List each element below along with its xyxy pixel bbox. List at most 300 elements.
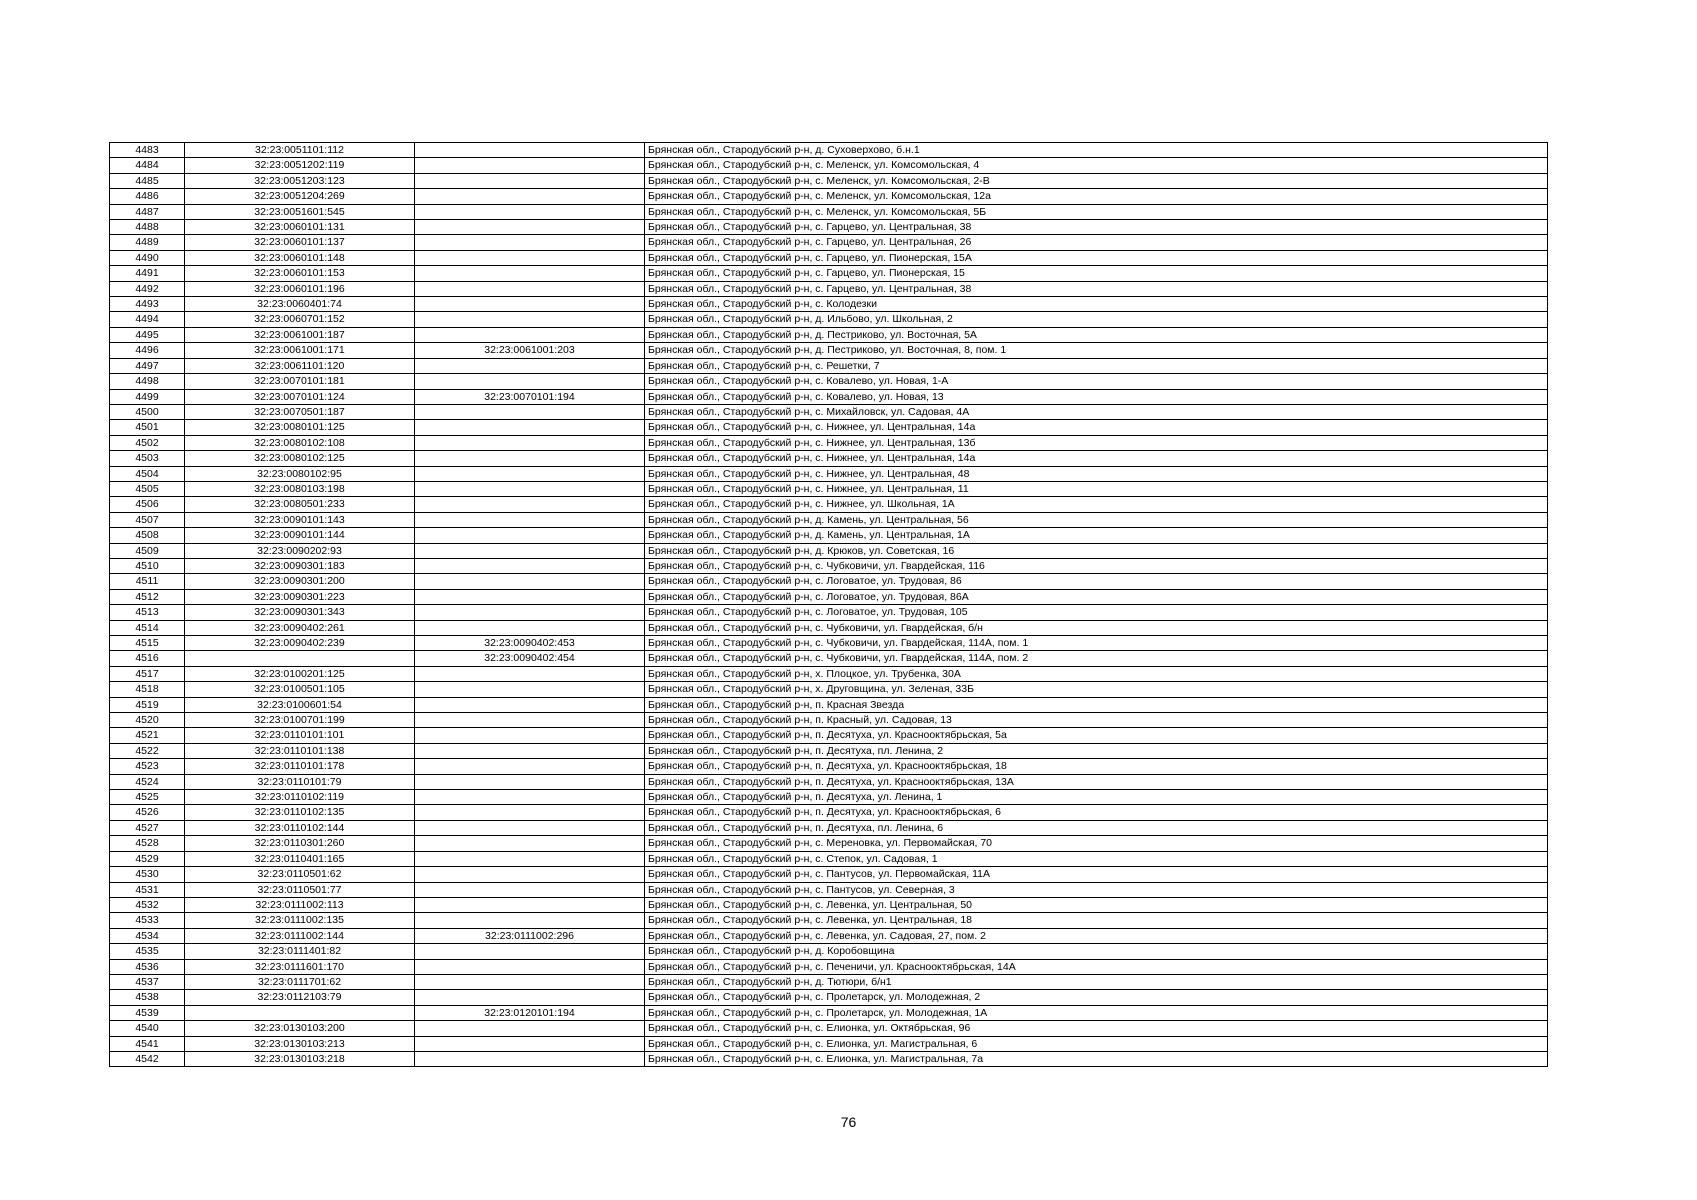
table-row (110, 235, 1548, 250)
related-cadastral-number-cell: 32:23:0111002:296 (415, 928, 645, 943)
cadastral-number-cell: 32:23:0130103:200 (185, 1021, 415, 1036)
row-number-cell: 4520 (110, 713, 185, 728)
address-cell: Брянская обл., Стародубский р-н, с. Чубковичи, ул. Гвардейская, б/н (645, 620, 1548, 635)
table-row (110, 528, 1548, 543)
cadastral-number-cell: 32:23:0051203:123 (185, 173, 415, 188)
related-cadastral-number-cell (415, 143, 645, 158)
related-cadastral-number-cell (415, 959, 645, 974)
cadastral-number-cell: 32:23:0100201:125 (185, 666, 415, 681)
address-cell: Брянская обл., Стародубский р-н, п. Десятуха, ул. Краснооктябрьская, 5а (645, 728, 1548, 743)
related-cadastral-number-cell (415, 589, 645, 604)
related-cadastral-number-cell (415, 836, 645, 851)
table-row (110, 990, 1548, 1005)
row-number-cell: 4528 (110, 836, 185, 851)
row-number-cell: 4500 (110, 404, 185, 419)
row-number-cell: 4542 (110, 1051, 185, 1066)
address-cell: Брянская обл., Стародубский р-н, с. Логоватое, ул. Трудовая, 105 (645, 605, 1548, 620)
related-cadastral-number-cell (415, 528, 645, 543)
address-cell: Брянская обл., Стародубский р-н, с. Левенка, ул. Центральная, 18 (645, 913, 1548, 928)
row-number-cell: 4523 (110, 759, 185, 774)
cadastral-number-cell: 32:23:0110102:135 (185, 805, 415, 820)
address-cell: Брянская обл., Стародубский р-н, д. Ильбово, ул. Школьная, 2 (645, 312, 1548, 327)
table-row (110, 1021, 1548, 1036)
related-cadastral-number-cell (415, 974, 645, 989)
cadastral-number-cell: 32:23:0090202:93 (185, 543, 415, 558)
table-row (110, 1036, 1548, 1051)
address-cell: Брянская обл., Стародубский р-н, с. Колодезки (645, 297, 1548, 312)
table-row (110, 867, 1548, 882)
table-row (110, 743, 1548, 758)
cadastral-number-cell: 32:23:0060701:152 (185, 312, 415, 327)
table-row (110, 836, 1548, 851)
related-cadastral-number-cell (415, 743, 645, 758)
table-row (110, 682, 1548, 697)
address-cell: Брянская обл., Стародубский р-н, с. Степок, ул. Садовая, 1 (645, 851, 1548, 866)
table-row (110, 466, 1548, 481)
row-number-cell: 4507 (110, 512, 185, 527)
table-row (110, 882, 1548, 897)
table-row (110, 728, 1548, 743)
address-cell: Брянская обл., Стародубский р-н, с. Пролетарск, ул. Молодежная, 1А (645, 1005, 1548, 1020)
table-row (110, 574, 1548, 589)
table-row (110, 543, 1548, 558)
row-number-cell: 4506 (110, 497, 185, 512)
related-cadastral-number-cell (415, 728, 645, 743)
related-cadastral-number-cell (415, 913, 645, 928)
address-cell: Брянская обл., Стародубский р-н, с. Гарцево, ул. Центральная, 38 (645, 220, 1548, 235)
cadastral-number-cell: 32:23:0060101:131 (185, 220, 415, 235)
cadastral-number-cell: 32:23:0090402:261 (185, 620, 415, 635)
cadastral-number-cell: 32:23:0090301:343 (185, 605, 415, 620)
cadastral-number-cell: 32:23:0080101:125 (185, 420, 415, 435)
address-cell: Брянская обл., Стародубский р-н, п. Десятуха, ул. Краснооктябрьская, 6 (645, 805, 1548, 820)
table-row (110, 451, 1548, 466)
table-row (110, 697, 1548, 712)
cadastral-number-cell: 32:23:0080103:198 (185, 481, 415, 496)
row-number-cell: 4533 (110, 913, 185, 928)
address-cell: Брянская обл., Стародубский р-н, п. Десятуха, пл. Ленина, 2 (645, 743, 1548, 758)
related-cadastral-number-cell: 32:23:0090402:454 (415, 651, 645, 666)
address-cell: Брянская обл., Стародубский р-н, с. Пантусов, ул. Первомайская, 11А (645, 867, 1548, 882)
cadastral-number-cell: 32:23:0111002:144 (185, 928, 415, 943)
related-cadastral-number-cell (415, 358, 645, 373)
related-cadastral-number-cell (415, 266, 645, 281)
table-row (110, 389, 1548, 404)
address-cell: Брянская обл., Стародубский р-н, с. Меленск, ул. Комсомольская, 12а (645, 189, 1548, 204)
related-cadastral-number-cell (415, 173, 645, 188)
address-cell: Брянская обл., Стародубский р-н, с. Мереновка, ул. Первомайская, 70 (645, 836, 1548, 851)
row-number-cell: 4499 (110, 389, 185, 404)
table-row (110, 774, 1548, 789)
cadastral-number-cell: 32:23:0060101:153 (185, 266, 415, 281)
row-number-cell: 4529 (110, 851, 185, 866)
related-cadastral-number-cell (415, 512, 645, 527)
row-number-cell: 4508 (110, 528, 185, 543)
row-number-cell: 4509 (110, 543, 185, 558)
address-cell: Брянская обл., Стародубский р-н, д. Камень, ул. Центральная, 56 (645, 512, 1548, 527)
related-cadastral-number-cell (415, 435, 645, 450)
related-cadastral-number-cell (415, 420, 645, 435)
table-row (110, 713, 1548, 728)
address-cell: Брянская обл., Стародубский р-н, с. Елионка, ул. Магистральная, 7а (645, 1051, 1548, 1066)
cadastral-number-cell: 32:23:0110101:138 (185, 743, 415, 758)
table-row (110, 1051, 1548, 1066)
cadastral-number-cell: 32:23:0061101:120 (185, 358, 415, 373)
table-row (110, 558, 1548, 573)
address-cell: Брянская обл., Стародубский р-н, с. Нижнее, ул. Центральная, 14а (645, 451, 1548, 466)
table-row (110, 420, 1548, 435)
row-number-cell: 4517 (110, 666, 185, 681)
cadastral-number-cell: 32:23:0111002:113 (185, 897, 415, 912)
row-number-cell: 4514 (110, 620, 185, 635)
table-row (110, 250, 1548, 265)
table-row (110, 220, 1548, 235)
page-number: 76 (840, 1114, 857, 1130)
address-cell: Брянская обл., Стародубский р-н, п. Десятуха, ул. Краснооктябрьская, 18 (645, 759, 1548, 774)
row-number-cell: 4490 (110, 250, 185, 265)
row-number-cell: 4530 (110, 867, 185, 882)
row-number-cell: 4505 (110, 481, 185, 496)
address-cell: Брянская обл., Стародубский р-н, с. Левенка, ул. Центральная, 50 (645, 897, 1548, 912)
cadastral-number-cell: 32:23:0110102:119 (185, 790, 415, 805)
related-cadastral-number-cell (415, 250, 645, 265)
table-row (110, 512, 1548, 527)
address-cell: Брянская обл., Стародубский р-н, с. Гарцево, ул. Центральная, 26 (645, 235, 1548, 250)
related-cadastral-number-cell (415, 481, 645, 496)
related-cadastral-number-cell (415, 605, 645, 620)
related-cadastral-number-cell (415, 851, 645, 866)
address-cell: Брянская обл., Стародубский р-н, с. Елионка, ул. Октябрьская, 96 (645, 1021, 1548, 1036)
table-row (110, 143, 1548, 158)
related-cadastral-number-cell (415, 882, 645, 897)
address-cell: Брянская обл., Стародубский р-н, с. Михайловск, ул. Садовая, 4А (645, 404, 1548, 419)
row-number-cell: 4501 (110, 420, 185, 435)
cadastral-number-cell: 32:23:0112103:79 (185, 990, 415, 1005)
related-cadastral-number-cell: 32:23:0070101:194 (415, 389, 645, 404)
related-cadastral-number-cell (415, 867, 645, 882)
row-number-cell: 4484 (110, 158, 185, 173)
cadastral-number-cell: 32:23:0080102:108 (185, 435, 415, 450)
row-number-cell: 4498 (110, 374, 185, 389)
row-number-cell: 4532 (110, 897, 185, 912)
cadastral-number-cell: 32:23:0111401:82 (185, 944, 415, 959)
address-cell: Брянская обл., Стародубский р-н, с. Меленск, ул. Комсомольская, 5Б (645, 204, 1548, 219)
table-row (110, 666, 1548, 681)
related-cadastral-number-cell (415, 220, 645, 235)
row-number-cell: 4539 (110, 1005, 185, 1020)
cadastral-number-cell: 32:23:0110101:178 (185, 759, 415, 774)
related-cadastral-number-cell (415, 682, 645, 697)
address-cell: Брянская обл., Стародубский р-н, с. Нижнее, ул. Центральная, 48 (645, 466, 1548, 481)
table-row (110, 651, 1548, 666)
related-cadastral-number-cell (415, 713, 645, 728)
cadastral-number-cell: 32:23:0111701:62 (185, 974, 415, 989)
table-row (110, 620, 1548, 635)
table-row (110, 790, 1548, 805)
row-number-cell: 4494 (110, 312, 185, 327)
table-row (110, 805, 1548, 820)
row-number-cell: 4493 (110, 297, 185, 312)
row-number-cell: 4519 (110, 697, 185, 712)
row-number-cell: 4510 (110, 558, 185, 573)
related-cadastral-number-cell (415, 944, 645, 959)
cadastral-number-cell: 32:23:0060101:148 (185, 250, 415, 265)
address-cell: Брянская обл., Стародубский р-н, с. Чубковичи, ул. Гвардейская, 114А, пом. 1 (645, 636, 1548, 651)
cadastral-number-cell: 32:23:0090301:223 (185, 589, 415, 604)
address-cell: Брянская обл., Стародубский р-н, с. Решетки, 7 (645, 358, 1548, 373)
row-number-cell: 4495 (110, 327, 185, 342)
table-row (110, 343, 1548, 358)
related-cadastral-number-cell (415, 805, 645, 820)
row-number-cell: 4534 (110, 928, 185, 943)
row-number-cell: 4491 (110, 266, 185, 281)
row-number-cell: 4487 (110, 204, 185, 219)
address-cell: Брянская обл., Стародубский р-н, с. Пантусов, ул. Северная, 3 (645, 882, 1548, 897)
row-number-cell: 4541 (110, 1036, 185, 1051)
row-number-cell: 4522 (110, 743, 185, 758)
related-cadastral-number-cell (415, 235, 645, 250)
address-cell: Брянская обл., Стародубский р-н, д. Камень, ул. Центральная, 1А (645, 528, 1548, 543)
related-cadastral-number-cell (415, 558, 645, 573)
table-row (110, 404, 1548, 419)
address-cell: Брянская обл., Стародубский р-н, с. Меленск, ул. Комсомольская, 4 (645, 158, 1548, 173)
related-cadastral-number-cell (415, 404, 645, 419)
cadastral-number-cell: 32:23:0100601:54 (185, 697, 415, 712)
related-cadastral-number-cell (415, 204, 645, 219)
address-cell: Брянская обл., Стародубский р-н, х. Плоцкое, ул. Трубенка, 30А (645, 666, 1548, 681)
row-number-cell: 4512 (110, 589, 185, 604)
row-number-cell: 4489 (110, 235, 185, 250)
address-cell: Брянская обл., Стародубский р-н, с. Елионка, ул. Магистральная, 6 (645, 1036, 1548, 1051)
related-cadastral-number-cell (415, 327, 645, 342)
table-row (110, 312, 1548, 327)
cadastral-number-cell: 32:23:0090301:183 (185, 558, 415, 573)
cadastral-number-cell: 32:23:0070101:124 (185, 389, 415, 404)
table-row (110, 913, 1548, 928)
row-number-cell: 4536 (110, 959, 185, 974)
related-cadastral-number-cell (415, 620, 645, 635)
row-number-cell: 4527 (110, 820, 185, 835)
row-number-cell: 4492 (110, 281, 185, 296)
table-row (110, 1005, 1548, 1020)
related-cadastral-number-cell (415, 697, 645, 712)
address-cell: Брянская обл., Стародубский р-н, с. Ковалево, ул. Новая, 13 (645, 389, 1548, 404)
row-number-cell: 4525 (110, 790, 185, 805)
row-number-cell: 4538 (110, 990, 185, 1005)
address-cell: Брянская обл., Стародубский р-н, д. Суховерхово, б.н.1 (645, 143, 1548, 158)
address-cell: Брянская обл., Стародубский р-н, с. Нижнее, ул. Школьная, 1А (645, 497, 1548, 512)
property-table-body (110, 143, 1548, 1067)
address-cell: Брянская обл., Стародубский р-н, д. Тютюри, б/н1 (645, 974, 1548, 989)
table-row (110, 820, 1548, 835)
table-row (110, 928, 1548, 943)
cadastral-number-cell: 32:23:0110301:260 (185, 836, 415, 851)
address-cell: Брянская обл., Стародубский р-н, п. Десятуха, ул. Ленина, 1 (645, 790, 1548, 805)
table-row (110, 374, 1548, 389)
address-cell: Брянская обл., Стародубский р-н, с. Левенка, ул. Садовая, 27, пом. 2 (645, 928, 1548, 943)
cadastral-number-cell: 32:23:0080102:125 (185, 451, 415, 466)
related-cadastral-number-cell (415, 158, 645, 173)
address-cell: Брянская обл., Стародубский р-н, с. Гарцево, ул. Пионерская, 15 (645, 266, 1548, 281)
cadastral-number-cell: 32:23:0060101:196 (185, 281, 415, 296)
address-cell: Брянская обл., Стародубский р-н, с. Нижнее, ул. Центральная, 14а (645, 420, 1548, 435)
address-cell: Брянская обл., Стародубский р-н, п. Красный, ул. Садовая, 13 (645, 713, 1548, 728)
related-cadastral-number-cell: 32:23:0090402:453 (415, 636, 645, 651)
property-table (109, 142, 1548, 1067)
related-cadastral-number-cell (415, 790, 645, 805)
row-number-cell: 4524 (110, 774, 185, 789)
cadastral-number-cell: 32:23:0130103:218 (185, 1051, 415, 1066)
cadastral-number-cell: 32:23:0051101:112 (185, 143, 415, 158)
related-cadastral-number-cell (415, 543, 645, 558)
table-row (110, 944, 1548, 959)
cadastral-number-cell: 32:23:0051202:119 (185, 158, 415, 173)
related-cadastral-number-cell (415, 1021, 645, 1036)
related-cadastral-number-cell (415, 574, 645, 589)
row-number-cell: 4521 (110, 728, 185, 743)
cadastral-number-cell: 32:23:0060401:74 (185, 297, 415, 312)
related-cadastral-number-cell: 32:23:0120101:194 (415, 1005, 645, 1020)
cadastral-number-cell: 32:23:0090101:144 (185, 528, 415, 543)
row-number-cell: 4503 (110, 451, 185, 466)
row-number-cell: 4511 (110, 574, 185, 589)
address-cell: Брянская обл., Стародубский р-н, п. Десятуха, пл. Ленина, 6 (645, 820, 1548, 835)
cadastral-number-cell: 32:23:0080102:95 (185, 466, 415, 481)
address-cell: Брянская обл., Стародубский р-н, с. Пролетарск, ул. Молодежная, 2 (645, 990, 1548, 1005)
row-number-cell: 4486 (110, 189, 185, 204)
table-row (110, 851, 1548, 866)
related-cadastral-number-cell (415, 897, 645, 912)
address-cell: Брянская обл., Стародубский р-н, с. Чубковичи, ул. Гвардейская, 116 (645, 558, 1548, 573)
table-row (110, 759, 1548, 774)
table-row (110, 959, 1548, 974)
row-number-cell: 4531 (110, 882, 185, 897)
cadastral-number-cell (185, 651, 415, 666)
cadastral-number-cell: 32:23:0090402:239 (185, 636, 415, 651)
cadastral-number-cell: 32:23:0110401:165 (185, 851, 415, 866)
table-row (110, 636, 1548, 651)
cadastral-number-cell: 32:23:0100501:105 (185, 682, 415, 697)
address-cell: Брянская обл., Стародубский р-н, с. Чубковичи, ул. Гвардейская, 114А, пом. 2 (645, 651, 1548, 666)
cadastral-number-cell: 32:23:0070501:187 (185, 404, 415, 419)
address-cell: Брянская обл., Стародубский р-н, д. Крюков, ул. Советская, 16 (645, 543, 1548, 558)
related-cadastral-number-cell (415, 451, 645, 466)
cadastral-number-cell: 32:23:0090301:200 (185, 574, 415, 589)
address-cell: Брянская обл., Стародубский р-н, с. Меленск, ул. Комсомольская, 2-В (645, 173, 1548, 188)
row-number-cell: 4535 (110, 944, 185, 959)
row-number-cell: 4485 (110, 173, 185, 188)
related-cadastral-number-cell (415, 497, 645, 512)
cadastral-number-cell: 32:23:0110501:62 (185, 867, 415, 882)
cadastral-number-cell: 32:23:0061001:171 (185, 343, 415, 358)
cadastral-number-cell: 32:23:0051601:545 (185, 204, 415, 219)
related-cadastral-number-cell (415, 666, 645, 681)
cadastral-number-cell: 32:23:0070101:181 (185, 374, 415, 389)
row-number-cell: 4540 (110, 1021, 185, 1036)
address-cell: Брянская обл., Стародубский р-н, д. Пестриково, ул. Восточная, 5А (645, 327, 1548, 342)
related-cadastral-number-cell (415, 312, 645, 327)
address-cell: Брянская обл., Стародубский р-н, с. Нижнее, ул. Центральная, 13б (645, 435, 1548, 450)
row-number-cell: 4504 (110, 466, 185, 481)
address-cell: Брянская обл., Стародубский р-н, д. Коробовщина (645, 944, 1548, 959)
row-number-cell: 4483 (110, 143, 185, 158)
related-cadastral-number-cell (415, 990, 645, 1005)
row-number-cell: 4516 (110, 651, 185, 666)
table-row (110, 281, 1548, 296)
address-cell: Брянская обл., Стародубский р-н, с. Гарцево, ул. Пионерская, 15А (645, 250, 1548, 265)
related-cadastral-number-cell (415, 774, 645, 789)
row-number-cell: 4518 (110, 682, 185, 697)
address-cell: Брянская обл., Стародубский р-н, д. Пестриково, ул. Восточная, 8, пом. 1 (645, 343, 1548, 358)
table-row (110, 158, 1548, 173)
related-cadastral-number-cell (415, 281, 645, 296)
row-number-cell: 4497 (110, 358, 185, 373)
cadastral-number-cell (185, 1005, 415, 1020)
cadastral-number-cell: 32:23:0111002:135 (185, 913, 415, 928)
address-cell: Брянская обл., Стародубский р-н, с. Нижнее, ул. Центральная, 11 (645, 481, 1548, 496)
row-number-cell: 4526 (110, 805, 185, 820)
address-cell: Брянская обл., Стародубский р-н, с. Печеничи, ул. Краснооктябрьская, 14А (645, 959, 1548, 974)
cadastral-number-cell: 32:23:0110501:77 (185, 882, 415, 897)
row-number-cell: 4537 (110, 974, 185, 989)
address-cell: Брянская обл., Стародубский р-н, п. Десятуха, ул. Краснооктябрьская, 13А (645, 774, 1548, 789)
cadastral-number-cell: 32:23:0100701:199 (185, 713, 415, 728)
address-cell: Брянская обл., Стародубский р-н, с. Логоватое, ул. Трудовая, 86 (645, 574, 1548, 589)
table-row (110, 327, 1548, 342)
cadastral-number-cell: 32:23:0060101:137 (185, 235, 415, 250)
row-number-cell: 4515 (110, 636, 185, 651)
related-cadastral-number-cell (415, 297, 645, 312)
related-cadastral-number-cell (415, 466, 645, 481)
table-row (110, 897, 1548, 912)
cadastral-number-cell: 32:23:0110101:79 (185, 774, 415, 789)
table-row (110, 435, 1548, 450)
cadastral-number-cell: 32:23:0080501:233 (185, 497, 415, 512)
table-row (110, 605, 1548, 620)
related-cadastral-number-cell (415, 374, 645, 389)
cadastral-number-cell: 32:23:0110102:144 (185, 820, 415, 835)
related-cadastral-number-cell (415, 189, 645, 204)
related-cadastral-number-cell (415, 1036, 645, 1051)
row-number-cell: 4496 (110, 343, 185, 358)
table-row (110, 974, 1548, 989)
table-row (110, 297, 1548, 312)
table-row (110, 266, 1548, 281)
related-cadastral-number-cell: 32:23:0061001:203 (415, 343, 645, 358)
related-cadastral-number-cell (415, 1051, 645, 1066)
address-cell: Брянская обл., Стародубский р-н, х. Друговщина, ул. Зеленая, 33Б (645, 682, 1548, 697)
address-cell: Брянская обл., Стародубский р-н, с. Ковалево, ул. Новая, 1-А (645, 374, 1548, 389)
cadastral-number-cell: 32:23:0110101:101 (185, 728, 415, 743)
address-cell: Брянская обл., Стародубский р-н, п. Красная Звезда (645, 697, 1548, 712)
table-row (110, 204, 1548, 219)
cadastral-number-cell: 32:23:0090101:143 (185, 512, 415, 527)
address-cell: Брянская обл., Стародубский р-н, с. Логоватое, ул. Трудовая, 86А (645, 589, 1548, 604)
table-row (110, 497, 1548, 512)
cadastral-number-cell: 32:23:0111601:170 (185, 959, 415, 974)
cadastral-number-cell: 32:23:0061001:187 (185, 327, 415, 342)
table-row (110, 189, 1548, 204)
table-row (110, 358, 1548, 373)
table-row (110, 589, 1548, 604)
row-number-cell: 4513 (110, 605, 185, 620)
cadastral-number-cell: 32:23:0130103:213 (185, 1036, 415, 1051)
table-row (110, 173, 1548, 188)
address-cell: Брянская обл., Стародубский р-н, с. Гарцево, ул. Центральная, 38 (645, 281, 1548, 296)
related-cadastral-number-cell (415, 759, 645, 774)
cadastral-number-cell: 32:23:0051204:269 (185, 189, 415, 204)
table-row (110, 481, 1548, 496)
